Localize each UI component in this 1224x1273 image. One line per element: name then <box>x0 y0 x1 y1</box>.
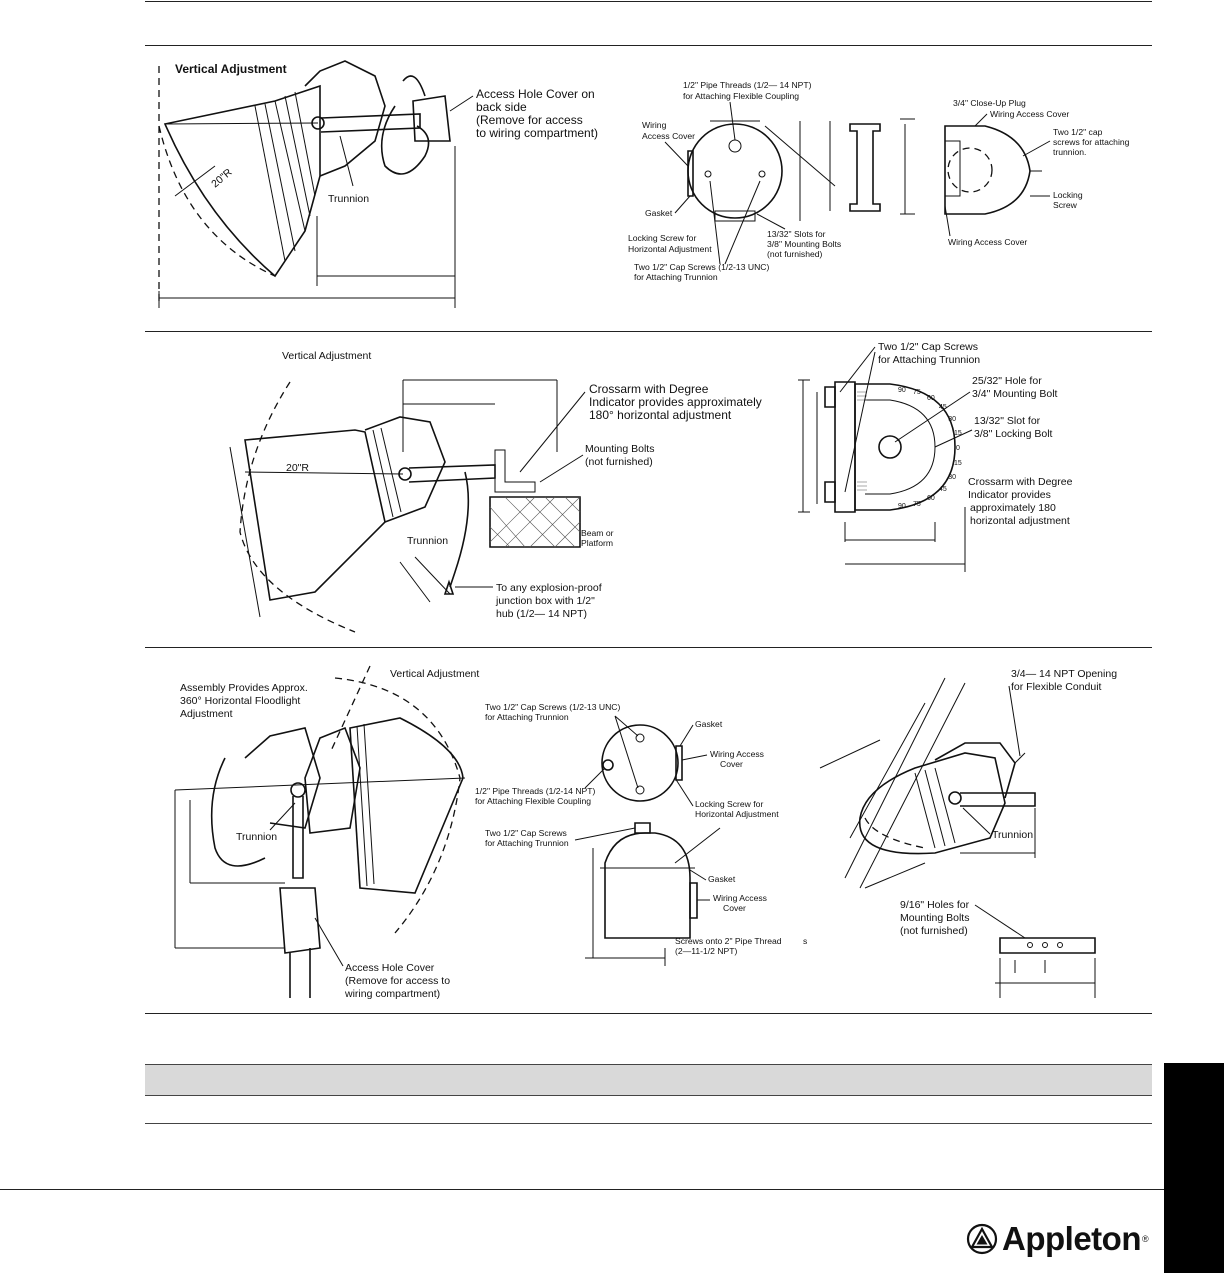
top-rule <box>145 1 1152 2</box>
holes-label-1: 9/16" Holes for <box>900 899 970 911</box>
vertical-adjustment-label: Vertical Adjustment <box>390 668 480 680</box>
wiring-access-label-1a: Wiring Access <box>710 749 764 759</box>
access-hole-label-4: to wiring compartment) <box>476 126 599 140</box>
wiring-access-label-2b: Cover <box>723 903 746 913</box>
dial-tick-label: 30 <box>948 474 956 481</box>
gasket-label-1: Gasket <box>695 719 723 729</box>
radius-label: 20"R <box>286 462 309 474</box>
crossarm-right-label-1: Crossarm with Degree <box>968 476 1073 488</box>
locking-label-1: Locking <box>1053 190 1083 200</box>
slots-label-1: 13/32" Slots for <box>767 229 826 239</box>
crossarm-right-label-4: horizontal adjustment <box>970 515 1070 527</box>
pipe-threads-label-2: for Attaching Flexible Coupling <box>475 796 592 806</box>
wiring-access-label-2a: Wiring Access <box>713 893 767 903</box>
figure2-floodlight-drawing <box>220 350 762 632</box>
pipe-threads-label-2: for Attaching Flexible Coupling <box>683 91 800 101</box>
brand-name: Appleton <box>1002 1220 1141 1257</box>
assembly-label-3: Adjustment <box>180 708 233 720</box>
cap-screws-2-label-1: Two 1/2" Cap Screws <box>485 828 567 838</box>
wiring-access-cover-label: Wiring Access Cover <box>990 109 1070 119</box>
slots-label-3: (not furnished) <box>767 249 823 259</box>
two-cap-label-1: Two 1/2" cap <box>1053 127 1103 137</box>
figure3-right-drawing <box>820 668 1117 998</box>
cap-screws-2-label-2: for Attaching Trunnion <box>485 838 569 848</box>
mounting-bolts-label-2: (not furnished) <box>585 456 653 468</box>
crossarm-label-1: Crossarm with Degree <box>589 382 709 396</box>
holes-label-2: Mounting Bolts <box>900 912 970 924</box>
access-label-1: Access Hole Cover <box>345 962 435 974</box>
gasket-label-2: Gasket <box>708 874 736 884</box>
degree-dial-ticks <box>898 387 962 510</box>
slot-label-1: 13/32" Slot for <box>974 415 1041 427</box>
cap-screws-label-1: Two 1/2" Cap Screws <box>878 341 979 353</box>
figure3-diagram <box>145 648 1152 1012</box>
junction-label-2: junction box with 1/2" <box>496 595 595 607</box>
mounting-bolts-label-1: Mounting Bolts <box>585 443 655 455</box>
dial-tick-label: 45 <box>939 404 947 411</box>
cap-screws-label-2: for Attaching Trunnion <box>485 712 569 722</box>
trunnion-label: Trunnion <box>992 829 1034 841</box>
access-hole-label-2: back side <box>476 100 527 114</box>
slot-label-2: 3/8" Locking Bolt <box>974 428 1053 440</box>
vertical-adjustment-label: Vertical Adjustment <box>282 350 372 362</box>
locking-label-2: Screw <box>1053 200 1077 210</box>
holes-label-3: (not furnished) <box>900 925 968 937</box>
dial-tick-label: 30 <box>948 416 956 423</box>
figure3-bottom-rule <box>145 1013 1152 1014</box>
beam-label-2: Platform <box>581 538 613 548</box>
dial-tick-label: 90 <box>898 503 906 510</box>
crossarm-right-label-3: approximately 180 <box>970 502 1056 514</box>
access-label-3: wiring compartment) <box>345 988 441 1000</box>
dial-tick-label: 15 <box>954 430 962 437</box>
access-hole-label-3: (Remove for access <box>476 113 583 127</box>
gasket-label: Gasket <box>645 208 673 218</box>
cap-screws-label-2: for Attaching Trunnion <box>634 272 718 282</box>
crossarm-label-2: Indicator provides approximately <box>589 395 762 409</box>
side-tab <box>1164 1063 1224 1273</box>
junction-label-3: hub (1/2— 14 NPT) <box>496 608 588 620</box>
two-cap-label-3: trunnion. <box>1053 147 1087 157</box>
trunnion-label: Trunnion <box>328 193 370 205</box>
appleton-emblem-icon <box>966 1223 998 1255</box>
access-hole-label-1: Access Hole Cover on <box>476 87 595 101</box>
dial-tick-label: 90 <box>898 387 906 394</box>
dial-tick-label: 60 <box>927 495 935 503</box>
wiring-access-bottom-label: Wiring Access Cover <box>948 237 1028 247</box>
figure2-crossarm-drawing <box>798 341 1073 572</box>
opening-label-1: 3/4— 14 NPT Opening <box>1011 668 1118 680</box>
cap-screws-label-2: for Attaching Trunnion <box>878 354 981 366</box>
two-cap-label-2: screws for attaching <box>1053 137 1130 147</box>
wiring-access-label-2: Access Cover <box>642 131 696 141</box>
assembly-label-1: Assembly Provides Approx. <box>180 682 308 694</box>
pipe-threads-label-1: 1/2" Pipe Threads (1/2-14 NPT) <box>475 786 596 796</box>
locking-screw-label-1: Locking Screw for <box>628 233 697 243</box>
wiring-access-label-1b: Cover <box>720 759 743 769</box>
hole-label-1: 25/32" Hole for <box>972 375 1042 387</box>
assembly-label-2: 360° Horizontal Floodlight <box>180 695 301 707</box>
locking-screw-label-2: Horizontal Adjustment <box>695 809 779 819</box>
figure3-floodlight-drawing <box>175 666 479 1000</box>
table-bottom-rule <box>145 1123 1152 1124</box>
dial-tick-label: 75 <box>913 389 921 396</box>
vertical-adjustment-label: Vertical Adjustment <box>175 62 287 76</box>
table-header-bar <box>145 1064 1152 1096</box>
junction-label-1: To any explosion-proof <box>496 582 602 594</box>
stray-mark: s <box>803 936 808 946</box>
brand-registered-mark: ® <box>1141 1234 1149 1244</box>
dial-tick-label: 15 <box>954 460 962 467</box>
slots-label-2: 3/8" Mounting Bolts <box>767 239 842 249</box>
figure3-detail-drawing <box>475 702 807 966</box>
cap-screws-label-1: Two 1/2" Cap Screws (1/2-13 UNC) <box>634 262 770 272</box>
crossarm-label-3: 180° horizontal adjustment <box>589 408 732 422</box>
figure1-diagram <box>145 46 1152 330</box>
hole-label-2: 3/4" Mounting Bolt <box>972 388 1058 400</box>
crossarm-right-label-2: Indicator provides <box>968 489 1051 501</box>
screws-onto-label-1: Screws onto 2" Pipe Thread <box>675 936 782 946</box>
dial-tick-label: 0 <box>956 445 960 452</box>
cap-screws-label-1: Two 1/2" Cap Screws (1/2-13 UNC) <box>485 702 621 712</box>
locking-screw-label-2: Horizontal Adjustment <box>628 244 712 254</box>
radius-label: 20"R <box>209 166 235 191</box>
figure2-diagram <box>145 332 1152 646</box>
trunnion-label: Trunnion <box>236 831 278 843</box>
trunnion-label: Trunnion <box>407 535 449 547</box>
dial-tick-label: 75 <box>913 501 921 508</box>
appleton-logo <box>966 1218 1149 1260</box>
figure1-floodlight-drawing <box>159 61 598 308</box>
screws-onto-label-2: (2—11-1/2 NPT) <box>675 946 738 956</box>
access-label-2: (Remove for access to <box>345 975 451 987</box>
footer-rule <box>0 1189 1164 1190</box>
dial-tick-label: 45 <box>939 486 947 493</box>
figure1-detail-drawing <box>628 80 1130 282</box>
beam-label-1: Beam or <box>581 528 614 538</box>
close-up-plug-label: 3/4" Close-Up Plug <box>953 98 1026 108</box>
dial-tick-label: 60 <box>927 394 935 402</box>
opening-label-2: for Flexible Conduit <box>1011 681 1102 693</box>
pipe-threads-label-1: 1/2" Pipe Threads (1/2— 14 NPT) <box>683 80 812 90</box>
locking-screw-label-1: Locking Screw for <box>695 799 764 809</box>
wiring-access-label-1: Wiring <box>642 120 667 130</box>
